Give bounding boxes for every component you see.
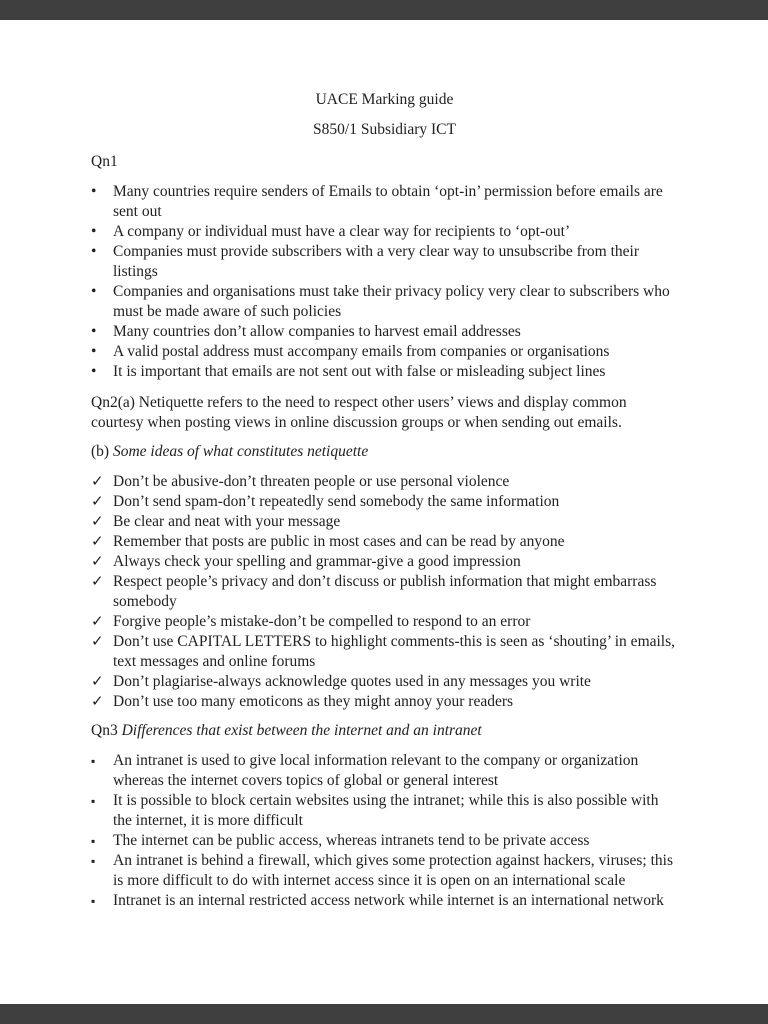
list-item — [91, 342, 678, 362]
list-item-text: Many countries require senders of Emails to obtain ‘opt-in’ permission before emails are sent out — [113, 183, 663, 220]
list-item-text: Intranet is an internal restricted access network while internet is an international network — [113, 892, 664, 909]
check-icon: ✓ — [91, 674, 104, 690]
list-item — [91, 492, 678, 512]
list-item — [91, 692, 678, 712]
qn2b-heading — [91, 442, 678, 462]
list-item-text: Respect people’s privacy and don’t discuss or publish information that might embarrass somebody — [113, 573, 657, 610]
list-item — [91, 572, 678, 612]
list-item — [91, 222, 678, 242]
list-item-text: A valid postal address must accompany emails from companies or organisations — [113, 343, 610, 360]
bullet-icon: • — [91, 363, 97, 380]
list-item-text: Don’t be abusive-don’t threaten people or use personal violence — [113, 473, 510, 490]
qn2b-list — [91, 472, 678, 712]
square-bullet-icon: ▪ — [91, 834, 96, 848]
bullet-icon: • — [91, 183, 97, 200]
list-item — [91, 791, 678, 831]
list-item-text: Don’t use too many emoticons as they might annoy your readers — [113, 693, 514, 710]
list-item-text: The internet can be public access, whereas intranets tend to be private access — [113, 832, 590, 849]
list-item-text: It is possible to block certain websites using the intranet; while this is also possible with the internet, it is more difficult — [113, 792, 659, 829]
check-icon: ✓ — [91, 534, 104, 550]
list-item — [91, 242, 678, 282]
list-item — [91, 182, 678, 222]
qn2b-label: (b) — [91, 443, 110, 460]
list-item-text: Remember that posts are public in most cases and can be read by anyone — [113, 533, 565, 550]
list-item — [91, 532, 678, 552]
document-title: UACE Marking guide — [315, 91, 454, 108]
list-item — [91, 472, 678, 492]
qn2b-title: Some ideas of what constitutes netiquette — [112, 443, 369, 460]
square-bullet-icon: ▪ — [91, 794, 96, 808]
list-item — [91, 612, 678, 632]
square-bullet-icon: ▪ — [91, 754, 96, 768]
list-item — [91, 831, 678, 851]
list-item — [91, 632, 678, 672]
square-bullet-icon: ▪ — [91, 854, 96, 868]
list-item-text: Companies must provide subscribers with a very clear way to unsubscribe from their listings — [113, 243, 640, 280]
check-icon: ✓ — [91, 694, 104, 710]
list-item-text: An intranet is behind a firewall, which gives some protection against hackers, viruses; this is more difficult to do with internet access since it is open on an international scale — [113, 852, 674, 889]
qn3-title: Differences that exist between the internet and an intranet — [121, 722, 482, 739]
list-item — [91, 891, 678, 911]
list-item-text: Don’t plagiarise-always acknowledge quotes used in any messages you write — [113, 673, 591, 690]
document-page — [0, 20, 768, 1004]
check-icon: ✓ — [91, 554, 104, 570]
list-item-text: A company or individual must have a clear way for recipients to ‘opt-out’ — [113, 223, 571, 240]
qn2a-paragraph: Qn2(a) Netiquette refers to the need to respect other users’ views and display common courtesy when posting views in online discussion groups or when sending out emails. — [91, 394, 627, 431]
square-bullet-icon: ▪ — [91, 894, 96, 908]
list-item-text: Don’t send spam-don’t repeatedly send somebody the same information — [113, 493, 560, 510]
list-item-text: Forgive people’s mistake-don’t be compelled to respond to an error — [113, 613, 531, 630]
list-item — [91, 851, 678, 891]
list-item-text: Many countries don’t allow companies to harvest email addresses — [113, 323, 521, 340]
list-item-text: Don’t use CAPITAL LETTERS to highlight comments-this is seen as ‘shouting’ in emails, text messages and online forums — [113, 633, 676, 670]
list-item — [91, 322, 678, 342]
list-item-text: It is important that emails are not sent out with false or misleading subject lines — [113, 363, 606, 380]
bullet-icon: • — [91, 323, 97, 340]
qn3-list — [91, 751, 678, 911]
qn1-heading: Qn1 — [91, 153, 118, 170]
document-subtitle: S850/1 Subsidiary ICT — [313, 121, 456, 138]
list-item — [91, 282, 678, 322]
list-item — [91, 751, 678, 791]
list-item — [91, 552, 678, 572]
list-item — [91, 512, 678, 532]
list-item — [91, 672, 678, 692]
list-item — [91, 362, 678, 382]
bullet-icon: • — [91, 223, 97, 240]
viewer-top-bar — [0, 0, 768, 20]
qn3-label: Qn3 — [91, 722, 118, 739]
bullet-icon: • — [91, 283, 97, 300]
check-icon: ✓ — [91, 574, 104, 590]
check-icon: ✓ — [91, 494, 104, 510]
check-icon: ✓ — [91, 634, 104, 650]
list-item-text: Companies and organisations must take their privacy policy very clear to subscribers who must be made aware of such policies — [113, 283, 670, 320]
list-item-text: An intranet is used to give local information relevant to the company or organization whereas the internet covers topics of global or general interest — [113, 752, 639, 789]
check-icon: ✓ — [91, 514, 104, 530]
list-item-text: Always check your spelling and grammar-give a good impression — [113, 553, 521, 570]
check-icon: ✓ — [91, 474, 104, 490]
qn1-list — [91, 182, 678, 382]
qn3-heading — [91, 721, 678, 741]
list-item-text: Be clear and neat with your message — [113, 513, 341, 530]
bullet-icon: • — [91, 343, 97, 360]
bullet-icon: • — [91, 243, 97, 260]
viewer-bottom-bar — [0, 1004, 768, 1024]
check-icon: ✓ — [91, 614, 104, 630]
